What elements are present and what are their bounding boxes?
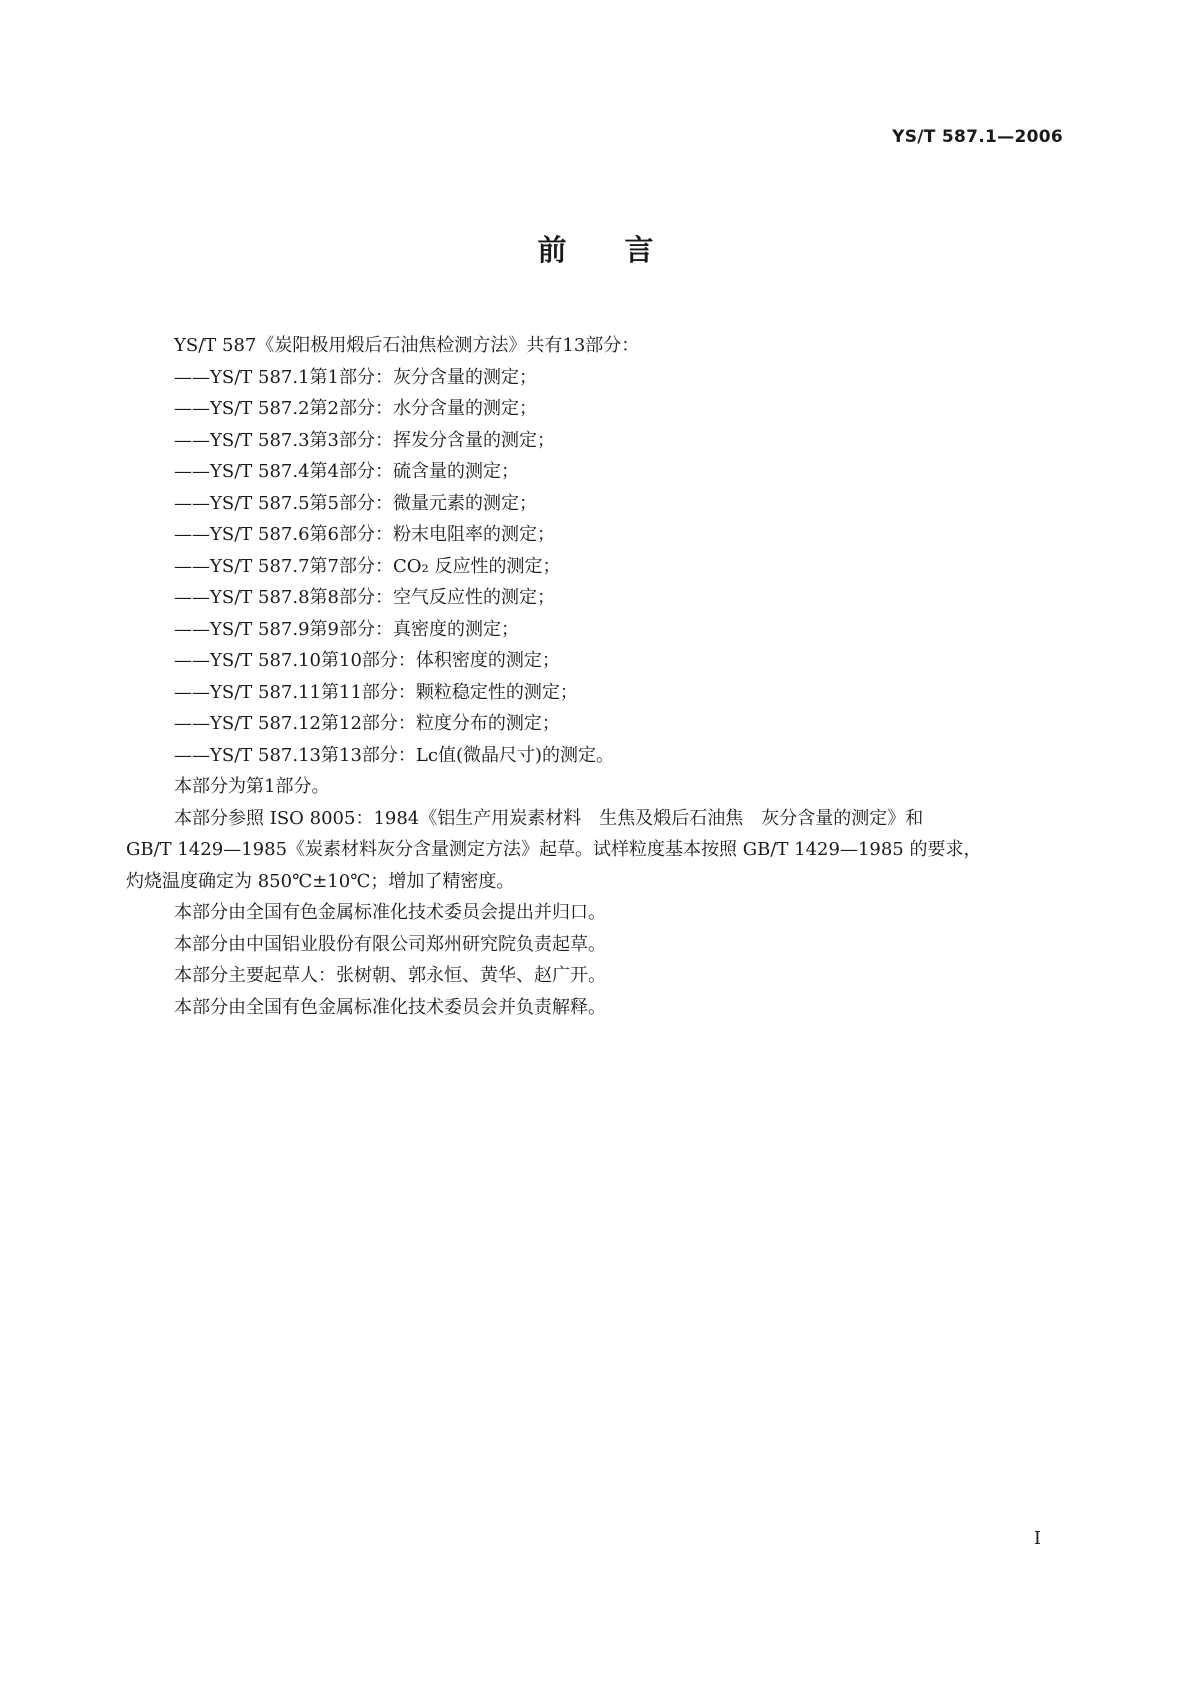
part-code: ——YS/T 587.1	[174, 366, 310, 388]
part-code: ——YS/T 587.11	[174, 681, 321, 703]
document-code: YS/T 587.1—2006	[892, 127, 1063, 147]
drafted-by-paragraph: 本部分由中国铝业股份有限公司郑州研究院负责起草。	[174, 933, 606, 955]
list-item	[168, 456, 1064, 488]
interpreted-by-paragraph: 本部分由全国有色金属标准化技术委员会并负责解释。	[174, 996, 606, 1018]
list-item	[168, 551, 1064, 583]
part-title: 第13部分：Lc值(微晶尺寸)的测定。	[321, 744, 614, 766]
parts-list	[168, 362, 1064, 772]
part-title: 第11部分：颗粒稳定性的测定；	[321, 681, 578, 703]
drafters-paragraph: 本部分主要起草人：张树朝、郭永恒、黄华、赵广开。	[174, 965, 606, 986]
intro-paragraph: YS/T 587《炭阳极用煅后石油焦检测方法》共有13部分：	[174, 335, 640, 356]
part-code: ——YS/T 587.12	[174, 713, 321, 734]
list-item	[168, 740, 1064, 772]
part-code: ——YS/T 587.13	[174, 744, 321, 766]
document-body	[126, 330, 1064, 1023]
part-note-paragraph: 本部分为第1部分。	[174, 776, 330, 797]
part-title: 第1部分：灰分含量的测定；	[309, 366, 537, 388]
part-title: 第2部分：水分含量的测定；	[309, 398, 537, 419]
page-number: I	[1033, 1528, 1041, 1549]
part-code: ——YS/T 587.7	[174, 555, 310, 577]
list-item	[168, 677, 1064, 709]
part-title: 第6部分：粉末电阻率的测定；	[309, 524, 555, 545]
part-code: ——YS/T 587.4	[174, 461, 310, 482]
list-item	[168, 645, 1064, 677]
part-title: 第5部分：微量元素的测定；	[309, 492, 537, 514]
part-code: ——YS/T 587.6	[174, 524, 310, 545]
list-item	[168, 519, 1064, 551]
part-code: ——YS/T 587.3	[174, 429, 310, 451]
part-code: ——YS/T 587.8	[174, 587, 310, 608]
part-title: 第9部分：真密度的测定；	[309, 618, 519, 640]
reference-paragraph-line-3: 灼烧温度确定为 850℃±10℃；增加了精密度。	[126, 870, 515, 892]
part-code: ——YS/T 587.2	[174, 398, 310, 419]
part-title: 第4部分：硫含量的测定；	[309, 461, 519, 482]
part-title: 第8部分：空气反应性的测定；	[309, 587, 555, 608]
part-title: 第7部分：CO₂ 反应性的测定；	[309, 555, 561, 577]
part-code: ——YS/T 587.10	[174, 650, 321, 671]
list-item	[168, 614, 1064, 646]
part-title: 第10部分：体积密度的测定；	[321, 650, 560, 671]
proposed-by-paragraph: 本部分由全国有色金属标准化技术委员会提出并归口。	[174, 902, 606, 923]
reference-paragraph-line-1: 本部分参照 ISO 8005：1984《铝生产用炭素材料 生焦及煅后石油焦 灰分含量的测定》和	[174, 807, 924, 829]
list-item	[168, 425, 1064, 457]
reference-paragraph-line-2: GB/T 1429—1985《炭素材料灰分含量测定方法》起草。试样粒度基本按照 GB/T 1429—1985 的要求，	[126, 839, 982, 860]
list-item	[168, 582, 1064, 614]
list-item	[168, 362, 1064, 394]
part-code: ——YS/T 587.5	[174, 492, 310, 514]
part-title: 第3部分：挥发分含量的测定；	[309, 429, 555, 451]
list-item	[168, 393, 1064, 425]
part-title: 第12部分：粒度分布的测定；	[321, 713, 560, 734]
page-title: 前言	[537, 233, 712, 267]
list-item	[168, 488, 1064, 520]
part-code: ——YS/T 587.9	[174, 618, 310, 640]
list-item	[168, 708, 1064, 740]
